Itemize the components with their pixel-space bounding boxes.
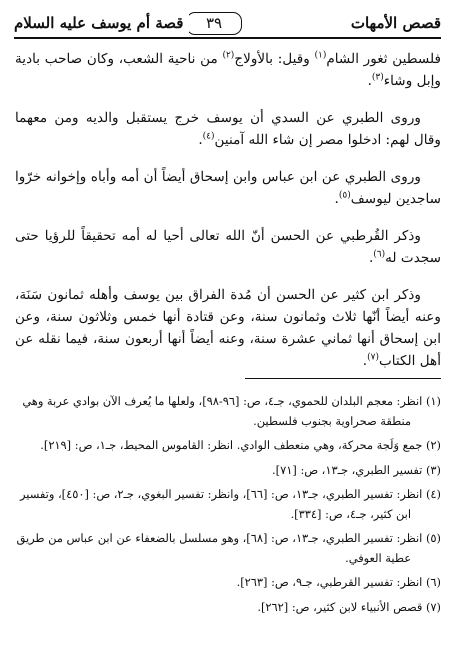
footnote-number: (٦)	[425, 575, 441, 589]
paragraph-text: .	[367, 73, 372, 89]
page-number: ٣٩	[186, 12, 242, 35]
footnote	[15, 436, 441, 456]
page-header	[14, 12, 441, 42]
footnote-marker: (١)	[314, 50, 327, 61]
paragraph	[15, 284, 441, 372]
footnote-marker: (٢)	[222, 50, 235, 61]
main-text	[15, 48, 441, 387]
paragraph-text: .	[368, 250, 374, 266]
footnote	[15, 461, 441, 481]
footnote-number: (١)	[425, 394, 441, 408]
footnote-separator	[245, 378, 441, 379]
footnote-marker: (٧)	[367, 352, 379, 363]
paragraph-text: وذكر ابن كثير عن الحسن أن مُدة الفراق بين يوسف وأهله ثمانون سَنَة، وعنه أيضاً أنّها ثلاث وثمانون سنة، وعن قتادة أنها خمس وثلاثون سنة، وعن ابن إسحاق أنها ثماني عشرة سنة، وعنه أيضاً أنها أربعون سنة، فيما نقله عن أهل الكتاب	[15, 287, 441, 369]
footnote-number: (٤)	[425, 487, 441, 501]
chapter-title: قصة أم يوسف عليه السلام	[14, 12, 189, 34]
book-title: قصص الأمهات	[345, 12, 441, 34]
footnotes	[15, 392, 441, 622]
paragraph	[15, 107, 441, 151]
footnote-text: انظر: تفسير الطبري، جـ١٣، ص: [٦٦]، وانظر: تفسير البغوي، جـ٢، ص: [٤٥٠]، وتفسير ابن كثير، جـ٤، ص: [٣٣٤].	[20, 487, 423, 521]
paragraph-text: وروى الطبري عن السدي أن يوسف خرج يستقبل والديه ومن معهما وقال لهم: ادخلوا مصر إن شاء الله آمنين	[15, 110, 441, 148]
footnote	[15, 392, 441, 431]
footnote	[15, 598, 441, 618]
footnote-number: (٧)	[425, 599, 441, 614]
footnote-number: (٣)	[425, 462, 441, 477]
paragraph	[15, 48, 441, 92]
footnote-number: (٥)	[425, 531, 441, 545]
footnote-text: انظر: تفسير القرطبي، جـ٩، ص: [٢٦٣].	[236, 575, 423, 589]
footnote-text: قصص الأنبياء لابن كثير، ص: [٢٦٢].	[257, 599, 423, 614]
footnote-text: انظر: معجم البلدان للحموي، جـ٤، ص: [٩٦-٩٨]، ولعلها ما يُعرف الآن بوادي عربة وهي منطقة صحراوية بجنوب فلسطين.	[22, 394, 423, 428]
footnote-text: تفسير الطبري، جـ١٣، ص: [٧١].	[272, 462, 423, 477]
footnote-marker: (٦)	[373, 249, 386, 260]
footnote-text: انظر: تفسير الطبري، جـ١٣، ص: [٦٨]، وهو مسلسل بالضعفاء عن ابن عباس من طريق عطية العوفي.	[16, 531, 423, 565]
footnote-text: جمع وَلَجة محركة، وهي منعطف الوادي. انظر: القاموس المحيط، جـ١، ص: [٢١٩].	[40, 438, 423, 452]
footnote-marker: (٤)	[202, 131, 215, 142]
footnote-marker: (٣)	[371, 72, 384, 83]
footnote	[15, 485, 441, 524]
footnote-marker: (٥)	[338, 190, 351, 201]
paragraph-text: وقيل: بالأولاج	[234, 51, 315, 67]
paragraph	[15, 225, 441, 269]
paragraph	[15, 166, 441, 210]
paragraph-text: .	[334, 191, 339, 207]
footnote-number: (٢)	[425, 438, 441, 452]
paragraph-text: فلسطين ثغور الشام	[326, 51, 442, 67]
footnote	[15, 573, 441, 593]
paragraph-text: وذكر القُرطبي عن الحسن أنّ الله تعالى أحيا له أمه تحقيقاً للرؤيا حتى سجدت له	[15, 228, 441, 266]
footnote	[15, 529, 441, 568]
header-rule	[14, 37, 441, 39]
paragraph-text: .	[362, 353, 368, 369]
paragraph-text: .	[198, 132, 203, 148]
paragraph-text: من ناحية الشعب، وكان صاحب بادية وإبل وشاء	[15, 51, 441, 89]
paragraph-text: وروى الطبري عن ابن عباس وابن إسحاق أيضاً أن أمه وأباه وإخوانه خرّوا ساجدين ليوسف	[15, 169, 441, 207]
